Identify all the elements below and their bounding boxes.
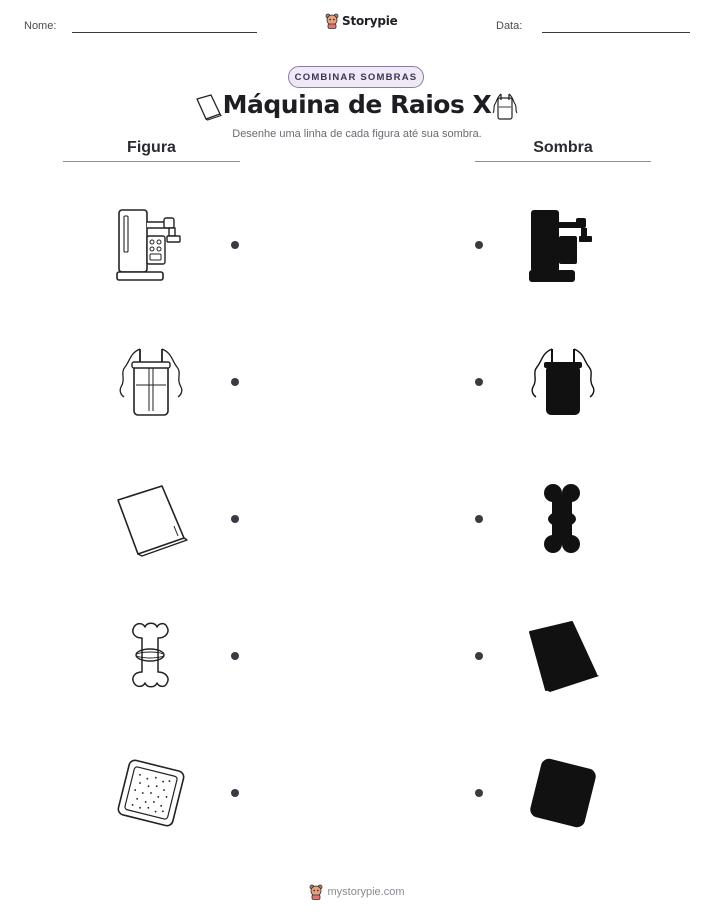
footer [0, 884, 714, 900]
figure-dot-3[interactable] [231, 515, 239, 523]
date-line[interactable] [542, 32, 690, 33]
column-rule-left [63, 161, 240, 162]
shadow-dot-2[interactable] [475, 378, 483, 386]
instructions: Desenhe uma linha de cada figura até sua sombra. [232, 128, 482, 140]
figure-dot-2[interactable] [231, 378, 239, 386]
shadow-dot-1[interactable] [475, 241, 483, 249]
storypie-mascot-icon [309, 884, 323, 900]
name-label: Nome: [24, 20, 57, 32]
brand-name: Storypie [342, 14, 398, 28]
specimen-jar-shadow [528, 345, 598, 419]
column-heading-figure: Figura [127, 139, 176, 156]
storypie-mascot-icon [325, 13, 339, 29]
column-rule-right [475, 161, 651, 162]
shadow-dot-3[interactable] [475, 515, 483, 523]
specimen-jar-figure [116, 345, 186, 419]
bone-figure [126, 618, 174, 692]
x-ray-machine-shadow [524, 206, 600, 284]
shadow-dot-4[interactable] [475, 652, 483, 660]
date-label: Data: [496, 20, 523, 32]
figure-dot-1[interactable] [231, 241, 239, 249]
name-line[interactable] [72, 32, 257, 33]
brand-logo [325, 13, 398, 29]
page-title: Máquina de Raios X [222, 90, 492, 119]
activity-badge: COMBINAR SOMBRAS [288, 66, 424, 88]
book-figure [112, 482, 192, 558]
figure-dot-4[interactable] [231, 652, 239, 660]
x-ray-film-shadow [526, 756, 600, 830]
x-ray-machine-figure [112, 206, 188, 284]
x-ray-film-figure [114, 756, 188, 830]
column-heading-shadow: Sombra [533, 139, 593, 156]
footer-url[interactable]: mystorypie.com [327, 886, 405, 898]
specimen-jar-icon [491, 92, 519, 122]
figure-dot-5[interactable] [231, 789, 239, 797]
shadow-dot-5[interactable] [475, 789, 483, 797]
book-shadow [524, 618, 604, 694]
bone-shadow [538, 482, 586, 556]
